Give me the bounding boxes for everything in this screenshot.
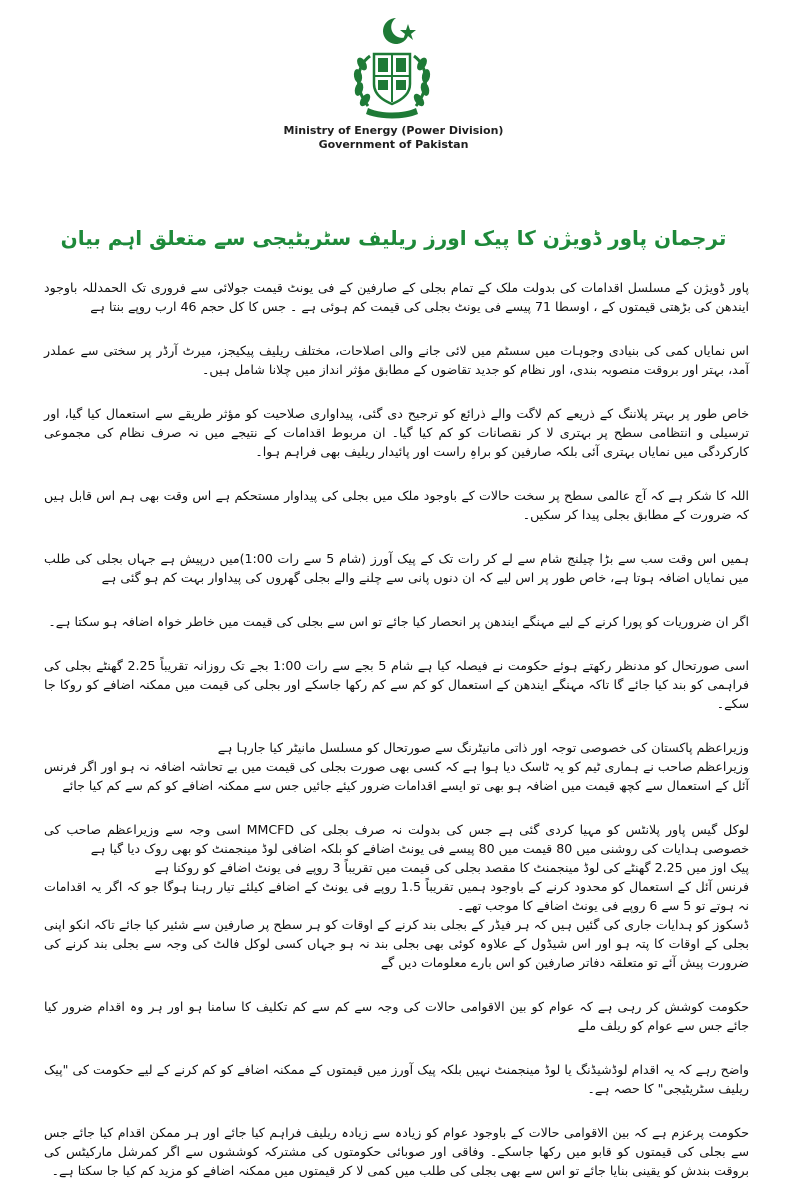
paragraph-text: اللہ کا شکر ہے کہ آج عالمی سطح پر سخت حالات کے باوجود ملک میں بجلی کی پیداوار مستحکم ہے اس وقت بھی ہم اس قابل ہیں کہ ضرورت کے مطابق بجلی پیدا کر سکیں۔	[44, 488, 749, 522]
paragraph-text: ہمیں اس وقت سب سے بڑا چیلنج شام سے لے کر رات تک کے پیک آورز (شام 5 سے رات 1:00)میں درپیش ہے جہاں بجلی کی طلب میں نمایاں اضافہ ہوتا ہے، خاص طور پر اس لیے کہ ان دنوں پانی سے چلنے والے بجلی گھروں کی پیداوار بہت کم ہو گئی ہے	[44, 551, 749, 585]
paragraph-text: اس نمایاں کمی کی بنیادی وجوہات میں سسٹم میں لائی جانے والی اصلاحات، مختلف ریلیف پیکیجز، میرٹ آرڈر پر سختی سے عملدر آمد، بہتر اور بروقت منصوبہ بندی، اور نظام کو جدید تقاضوں کے مطابق مؤثر انداز میں چلانا شامل ہیں۔	[44, 343, 749, 377]
paragraph-3	[44, 404, 749, 461]
paragraph-line: وزیراعظم پاکستان کی خصوصی توجہ اور ذاتی مانیٹرنگ سے صورتحال کو مسلسل مانیٹر کیا جارہا ہے	[217, 740, 749, 755]
press-release-title: ترجمان پاور ڈویژن کا پیک اورز ریلیف سٹریٹیجی سے متعلق اہم بیان	[60, 226, 727, 250]
paragraph-4	[44, 486, 749, 524]
paragraph-10	[44, 997, 749, 1035]
paragraph-7	[44, 656, 749, 713]
ministry-name: Ministry of Energy (Power Division)	[283, 124, 504, 137]
paragraph-text: اسی صورتحال کو مدنظر رکھتے ہوئے حکومت نے فیصلہ کیا ہے شام 5 بجے سے رات 1:00 بجے تک روزانہ تقریباً 2.25 گھنٹے بجلی کی فراہمی کو بند کیا جائے گا تاکہ مہنگے ایندھن کے استعمال کو کم سے کم رکھا جاسکے اور بجلی کی قیمت میں ممکنہ اضافے کو روکا جا سکے۔	[44, 658, 749, 711]
paragraph-9	[44, 820, 749, 972]
paragraph-text: پاور ڈویژن کے مسلسل اقدامات کی بدولت ملک کے تمام بجلی کے صارفین کے فی یونٹ قیمت جولائی سے فروری تک الحمدللہ باوجود ایندھن کی بڑھتی قیمتوں کے ، اوسطا 71 پیسے فی یونٹ بجلی کی قیمت کم ہوئی ہے ۔ جس کا کل حجم 46 ارب روپے بنتا ہے	[44, 280, 749, 314]
press-release-body	[44, 278, 749, 1194]
paragraph-5	[44, 549, 749, 587]
paragraph-6	[44, 612, 749, 631]
paragraph-1	[44, 278, 749, 316]
government-name: Government of Pakistan	[318, 138, 469, 151]
paragraph-text: حکومت پرعزم ہے کہ بین الاقوامی حالات کے باوجود عوام کو زیادہ سے زیادہ ریلیف فراہم کیا جائے اور ہر ممکن اقدام کیا جائے جس سے بجلی کی قیمتوں کو قابو میں رکھا جاسکے۔ وفاقی اور صوبائی حکومتوں کی مشترکہ کوششوں سے اگر کمرشل مارکیٹس کی بروقت بندش کو یقینی بنایا جائے تو اس سے بھی بجلی کی طلب میں کمی لا کر قیمتوں میں ممکنہ اضافے کو مزید کم کیا جا سکتا ہے۔	[44, 1125, 749, 1178]
paragraph-text: اگر ان ضروریات کو پورا کرنے کے لیے مہنگے ایندھن پر انحصار کیا جائے تو اس سے بجلی کی قیمت میں خاطر خواہ اضافہ ہو سکتا ہے۔	[48, 614, 749, 629]
paragraph-line: لوکل گیس پاور پلانٹس کو مہیا کردی گئی ہے جس کی بدولت نہ صرف بجلی کی MMCFD اسی وجہ سے وزیراعظم صاحب کی خصوصی ہدایات کی روشنی میں 80 قیمت میں 80 پیسے فی یونٹ اضافے کو بلکہ اضافی لوڈ مینجمنٹ کو بھی روک دیا گیا ہے	[44, 822, 749, 856]
paragraph-11	[44, 1060, 749, 1098]
paragraph-text: حکومت کوشش کر رہی ہے کہ عوام کو بین الاقوامی حالات کی وجہ سے کم سے کم تکلیف کا سامنا ہو اور ہر وہ اقدام ضرور کیا جائے جس سے عوام کو ریلف ملے	[44, 999, 749, 1033]
paragraph-line: ڈسکوز کو ہدایات جاری کی گئیں ہیں کہ ہر فیڈر کے بجلی بند کرنے کے اوقات کو ہر سطح پر صارفین سے شئیر کیا جائے تاکہ انکو اپنی بجلی کے اوقات کا پتہ ہو اور اس شیڈول کے علاوہ کوئی بھی بجلی بند نہ ہو جہاں کسی لوکل فالٹ کی وجہ سے بجلی بند کرنے کی ضرورت پیش آئے تو متعلقہ دفاتر صارفین کو اس بارے معلومات دیں گے	[44, 917, 749, 970]
pakistan-state-emblem-icon	[346, 14, 438, 120]
paragraph-text: واضح رہے کہ یہ اقدام لوڈشیڈنگ یا لوڈ مینجمنٹ نہیں بلکہ پیک آورز میں قیمتوں کے ممکنہ اضافے کو کم کرنے کے لیے حکومت کی "پیک ریلیف سٹریٹیجی" کا حصہ ہے۔	[44, 1062, 749, 1096]
letterhead	[0, 0, 787, 160]
paragraph-line: فرنس آئل کے استعمال کو محدود کرنے کے باوجود ہمیں تقریباً 1.5 روپے فی یونٹ کے اضافے کیلئے تیار رہنا ہوگا جو کہ اگر یہ اقدامات نہ ہوتے تو 5 سے 6 روپے فی یونٹ اضافے کا موجب تھے۔	[44, 879, 749, 913]
paragraph-8	[44, 738, 749, 795]
paragraph-12	[44, 1123, 749, 1180]
paragraph-text: خاص طور پر بہتر پلاننگ کے ذریعے کم لاگت والے ذرائع کو ترجیح دی گئی، پیداواری صلاحیت کو مؤثر طریقے سے استعمال کیا گیا، اور ترسیلی و انتظامی سطح پر بہتری لا کر نقصانات کو کم کیا گیا۔ ان مربوط اقدامات کے نتیجے میں نہ صرف نظام کی مجموعی کارکردگی میں نمایاں بہتری آئی بلکہ صارفین کو براہِ راست اور پائیدار ریلیف بھی فراہم ہوا۔	[44, 406, 749, 459]
paragraph-2	[44, 341, 749, 379]
paragraph-line: پیک اوز میں 2.25 گھنٹے کی لوڈ مینجمنٹ کا مقصد بجلی کی قیمت میں تقریباً 3 روپے فی یونٹ اضافے کو روکنا ہے	[154, 860, 749, 875]
paragraph-line: وزیراعظم صاحب نے ہماری ٹیم کو یہ ٹاسک دیا ہوا ہے کہ کسی بھی صورت بجلی کی قیمت میں بے تحاشہ اضافہ نہ ہو اور اگر فرنس آئل کے استعمال سے کچھ قیمت میں اضافہ ہو بھی تو ایسے اقدامات ضرور کیئے جائیں جس سے ممکنہ اضافے کو کم سے کم کیا جائے	[44, 759, 749, 793]
